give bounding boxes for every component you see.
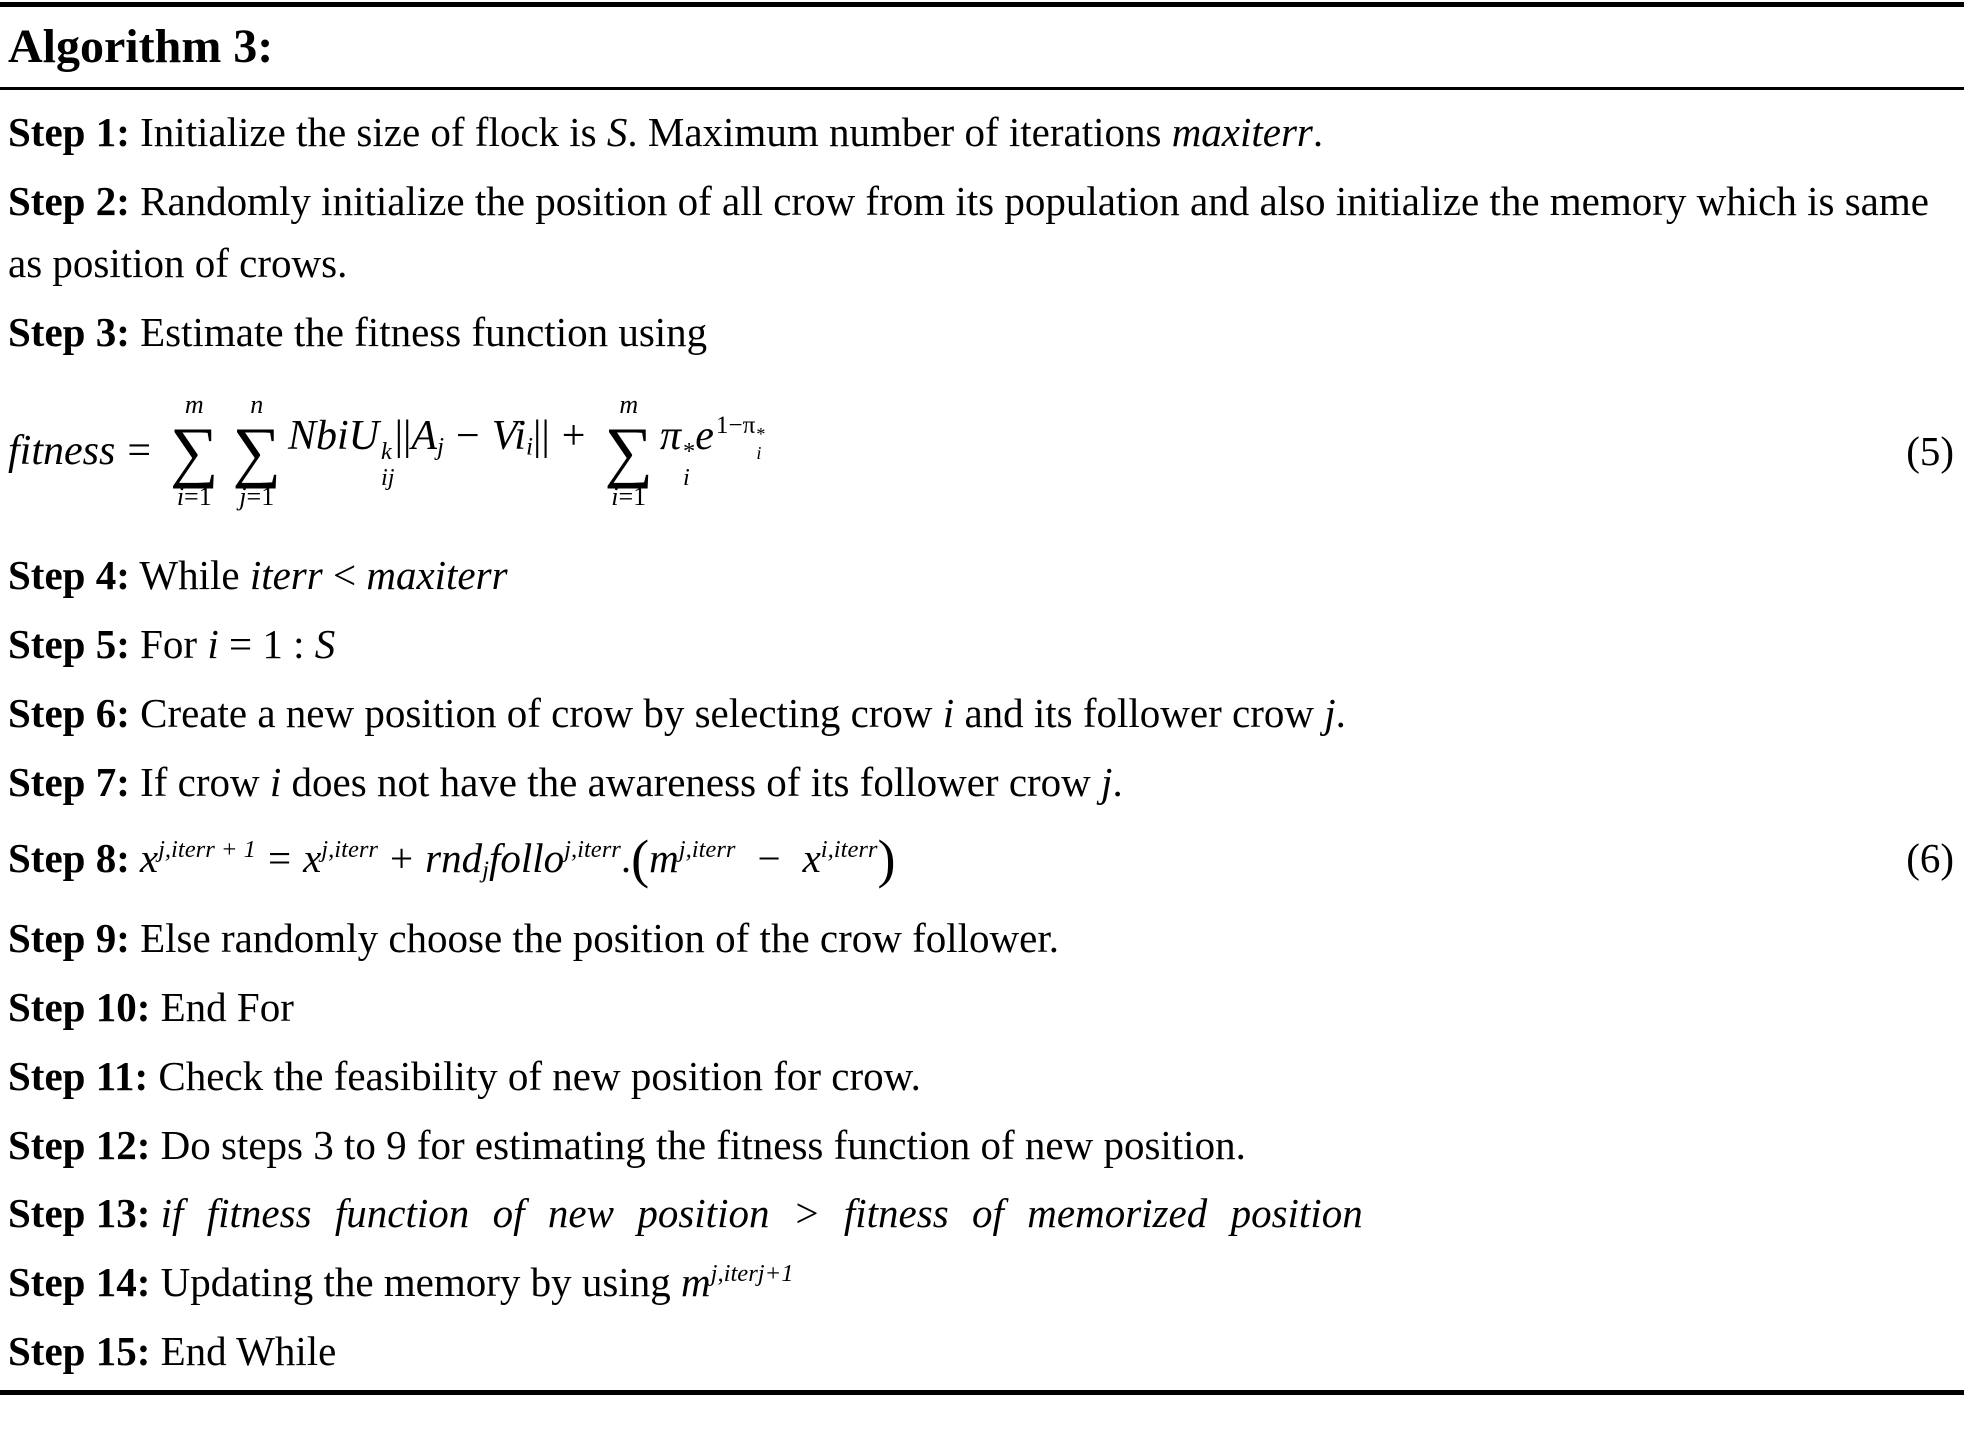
- bottom-rule: [0, 1390, 1964, 1395]
- equation-6-body: $x^{j,iterr + 1} = x^{j,iterr}$ + $rndjfollo^{j,iterr}.(m^{j,iterr} - x^{i,iterr})$: [139, 828, 896, 889]
- sum-upper-limit: m: [184, 390, 204, 420]
- sup-sub-stack: * i: [683, 438, 696, 491]
- italic-text: maxiterr: [366, 552, 508, 599]
- sigma-symbol: ∑: [232, 413, 281, 490]
- algorithm-body: [0, 90, 1964, 1383]
- text-segment: and its follower crow: [954, 689, 1325, 736]
- minus-sign: −: [757, 834, 781, 881]
- summation-1: [170, 391, 218, 511]
- steps-group-9-15: [8, 908, 1956, 1383]
- algorithm-step: [8, 683, 1956, 745]
- plus-sign: +: [390, 834, 414, 881]
- norm-close: ||: [532, 413, 550, 460]
- sup-sub-stack: * i: [756, 424, 766, 464]
- algorithm-step: [8, 1046, 1956, 1108]
- step-label: Step 5:: [8, 621, 130, 668]
- sum-lower-limit: i=1: [176, 481, 212, 511]
- italic-text: j: [1324, 689, 1336, 736]
- dot-operator: .: [620, 834, 632, 881]
- algorithm-step: [8, 977, 1956, 1039]
- sum-lower-limit: i=1: [611, 481, 647, 511]
- equals-sign: =: [127, 428, 152, 475]
- text-segment: For: [140, 621, 208, 668]
- italic-text: i: [942, 689, 955, 736]
- x-symbol: x: [139, 834, 159, 881]
- italic-text: S: [606, 108, 628, 155]
- NbiU-symbol: NbiU: [288, 413, 380, 460]
- step-label: Step 14:: [8, 1259, 151, 1306]
- plus-sign: +: [561, 413, 586, 460]
- step-label: Step 15:: [8, 1328, 151, 1375]
- italic-text: i: [269, 758, 282, 805]
- text-segment: .: [1112, 758, 1123, 805]
- algorithm-step: [8, 545, 1956, 607]
- algorithm-step: [8, 102, 1956, 164]
- e-symbol: e: [695, 413, 714, 460]
- x-symbol: x: [802, 834, 821, 881]
- italic-text: i: [207, 621, 219, 668]
- italic-text: m: [681, 1259, 711, 1306]
- step-label: Step 12:: [8, 1121, 151, 1168]
- equation-5-term-2: [660, 412, 765, 490]
- italic-text: if fitness function of new position > fitness of memorized position: [160, 1190, 1363, 1237]
- x-symbol: x: [303, 834, 322, 881]
- equation-5: [8, 391, 1956, 511]
- italic-text: maxiterr: [1171, 108, 1313, 155]
- equation-5-lhs: [8, 427, 163, 475]
- italic-text: j: [1101, 758, 1113, 805]
- norm-open: ||: [394, 413, 412, 460]
- text-segment: = 1 :: [218, 621, 315, 668]
- step-label: Step 1:: [8, 108, 130, 155]
- step-label: Step 9:: [8, 914, 130, 961]
- follo-symbol: follo: [488, 834, 565, 881]
- algorithm-step: [8, 1252, 1956, 1314]
- text-segment: Check the feasibility of new position for crow.: [158, 1052, 921, 1099]
- open-paren: (: [631, 828, 650, 889]
- sum-upper-limit: m: [619, 390, 639, 420]
- step-label: Step 3:: [8, 308, 130, 355]
- superscript-text: j,iterj+1: [710, 1260, 794, 1288]
- pi-symbol: π: [659, 413, 681, 460]
- exponent: 1−π * i: [715, 412, 766, 464]
- step-label: Step 11:: [8, 1052, 149, 1099]
- step-label: Step 8:: [8, 834, 130, 881]
- step-label: Step 7:: [8, 758, 130, 805]
- algorithm-step: [8, 1183, 1956, 1245]
- italic-text: S: [314, 621, 336, 668]
- equation-5-term-1: NbiU k ij ||Aj − Vii|| +: [288, 413, 586, 491]
- text-segment: End While: [160, 1328, 337, 1375]
- text-segment: . Maximum number of iterations: [627, 108, 1172, 155]
- step-label: Step 2:: [8, 177, 130, 224]
- text-segment: End For: [160, 983, 294, 1030]
- text-segment: Randomly initialize the position of all crow from its population and also initialize the memory which is same as position of crows.: [8, 177, 1929, 286]
- rnd-symbol: rnd: [425, 834, 483, 881]
- algorithm-step: [8, 1321, 1956, 1383]
- step-label: Step 4:: [8, 552, 130, 599]
- A-symbol: A: [411, 413, 438, 460]
- text-segment: Updating the memory by using: [160, 1259, 682, 1306]
- sigma-symbol: ∑: [604, 413, 653, 490]
- sum-lower-limit: j=1: [239, 481, 275, 511]
- algorithm-title: Algorithm 3:: [8, 20, 274, 73]
- equation-6: [8, 828, 1956, 890]
- summation-3: [604, 391, 652, 511]
- step-label: Step 10:: [8, 983, 151, 1030]
- text-segment: Initialize the size of flock is: [140, 108, 607, 155]
- text-segment: <: [322, 552, 367, 599]
- sup-sub-stack: k ij: [381, 438, 395, 491]
- step-label: Step 13:: [8, 1190, 151, 1237]
- sum-upper-limit: n: [250, 390, 264, 420]
- text-segment: .: [1312, 108, 1324, 155]
- italic-text: iterr: [249, 552, 323, 599]
- text-segment: does not have the awareness of its follower crow: [281, 758, 1102, 805]
- algorithm-step: [8, 302, 1956, 364]
- text-segment: If crow: [140, 758, 270, 805]
- steps-group-1-3: [8, 102, 1956, 364]
- steps-group-4-7: [8, 545, 1956, 814]
- step-label: Step 6:: [8, 689, 130, 736]
- close-paren: ): [877, 828, 896, 889]
- algorithm-step: [8, 614, 1956, 676]
- minus-sign: −: [456, 413, 480, 460]
- m-symbol: m: [649, 834, 679, 881]
- algorithm-step: [8, 908, 1956, 970]
- text-segment: Create a new position of crow by selecting crow: [140, 689, 943, 736]
- text-segment: .: [1335, 689, 1346, 736]
- text-segment: While: [139, 552, 250, 599]
- text-segment: Do steps 3 to 9 for estimating the fitness function of new position.: [160, 1121, 1246, 1168]
- algorithm-step: [8, 752, 1956, 814]
- algorithm-step: [8, 1115, 1956, 1177]
- algorithm-step: [8, 171, 1956, 295]
- equals-sign: =: [267, 834, 292, 881]
- equation-5-number: (5): [1906, 428, 1954, 475]
- text-segment: Else randomly choose the position of the crow follower.: [140, 914, 1059, 961]
- equation-6-number: (6): [1906, 834, 1954, 881]
- fitness-symbol: fitness: [8, 428, 116, 475]
- sigma-symbol: ∑: [170, 413, 219, 490]
- summation-2: [233, 391, 281, 511]
- Vi-symbol: Vi: [491, 413, 526, 460]
- text-segment: Estimate the fitness function using: [140, 308, 708, 355]
